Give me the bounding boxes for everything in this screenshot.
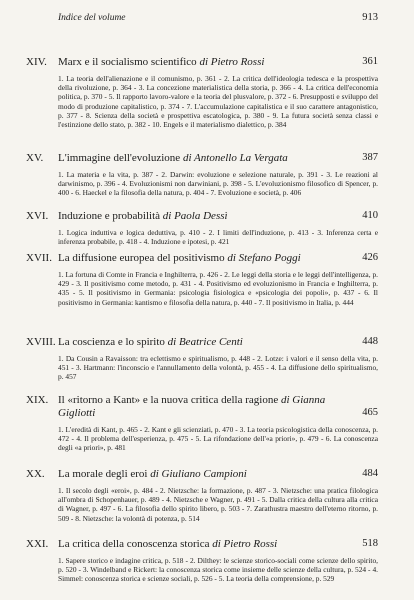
chapter-author: di Stefano Poggi: [227, 252, 301, 264]
chapter-author: di Beatrice Centi: [167, 336, 243, 348]
chapter-author: di Gianna: [280, 394, 326, 406]
chapter-sections: 1. La teoria dell'alienazione e il comunismo, p. 361 - 2. La critica dell'ideologia tedesca e la prospettiva della rivoluzione, p. 364 - 3. La concezione materialistica della storia, p. 366 - 4. La critica dell'economia politica, p. 370 - 5. Il rapporto lavoro-valore e la teoria del plusvalore, p. 372 - 6. Presupposti e sviluppo del modo di produzione capitalistico, p. 374 - 7. L'accumulazione capitalistica e il suo carattere antagonistico, p. 377 - 8. Scienza della società e prospettiva escatologica, p. 380 - 9. La futura società senza classi e l'estinzione dello stato, p. 382 - 10. Engels e il materialismo dialettico, p. 384: [58, 74, 378, 130]
chapter-sections: 1. La materia e la vita, p. 387 - 2. Darwin: evoluzione e selezione naturale, p. 391 - 3. Le reazioni al darwinismo, p. 396 - 4. Evoluzionismi non darwiniani, p. 398 - 5. L'evoluzionismo filosofico di Spencer, p. 400 - 6. Haeckel e la filosofia della natura, p. 404 - 7. Evoluzione e società, p. 406: [58, 170, 378, 198]
chapter-sections: 1. Da Cousin a Ravaisson: tra eclettismo e spiritualismo, p. 448 - 2. Lotze: i valori e il senso della vita, p. 451 - 3. Hartmann: l'inconscio e l'annullamento della volontà, p. 455 - 4. La diffusione dello spiritualismo, p. 457: [58, 354, 378, 382]
chapter-title: La diffusione europea del positivismo di Stefano Poggi: [58, 252, 301, 264]
chapter-number: XVII.: [26, 252, 52, 264]
chapter-title: La critica della conoscenza storica di Pietro Rossi: [58, 538, 278, 550]
chapter-sections: 1. Il secolo degli «eroi», p. 484 - 2. Nietzsche: la formazione, p. 487 - 3. Nietzsche: una pratica filologica all'ombra di Schopenhauer, p. 489 - 4. Nietzsche e Wagner, p. 491 - 5. Dalla critica della cultura alla critica di Wagner, p. 497 - 6. La filosofia dello spirito libero, p. 503 - 7. Zarathustra maestro dell'eterno ritorno, p. 509 - 8. Nietzsche: la volontà di potenza, p. 514: [58, 486, 378, 523]
running-title: Indice del volume: [58, 13, 126, 23]
chapter-author: di Pietro Rossi: [199, 56, 265, 68]
chapter-sections: 1. La fortuna di Comte in Francia e Inghilterra, p. 426 - 2. Le leggi della storia e le leggi dell'intelligenza, p. 429 - 3. Il positivismo come metodo, p. 431 - 4. Positivismo ed evoluzionismo in Francia e Inghilterra, p. 435 - 5. Il positivismo in Germania: psicologia fisiologica e «psicologia dei popoli», p. 437 - 6. Il positivismo in Germania: kantismo e filosofia della natura, p. 440 - 7. Il positivismo in Italia, p. 444: [58, 270, 378, 307]
chapter-page: 518: [362, 538, 378, 549]
chapter-page: 361: [362, 56, 378, 67]
chapter-entry: [26, 252, 378, 307]
chapter-author: di Paola Dessì: [162, 210, 228, 222]
chapter-entry: [26, 468, 378, 523]
chapter-entry: [26, 56, 378, 129]
chapter-entry: [26, 394, 378, 453]
page-number: 913: [362, 12, 378, 23]
chapter-title: Il «ritorno a Kant» e la nuova critica della ragione di Gianna Gigliotti: [58, 394, 326, 419]
chapter-page: 448: [362, 336, 378, 347]
chapter-entry: [26, 152, 378, 198]
chapter-author: di Giuliano Campioni: [150, 468, 247, 480]
running-header: [58, 12, 378, 28]
chapter-entry: [26, 336, 378, 382]
chapter-title: L'immagine dell'evoluzione di Antonello La Vergata: [58, 152, 288, 164]
chapter-title: Induzione e probabilità di Paola Dessì: [58, 210, 228, 222]
chapter-title: La morale degli eroi di Giuliano Campioni: [58, 468, 247, 480]
chapter-entry: [26, 210, 378, 246]
chapter-entry: [26, 538, 378, 584]
chapter-number: XVIII.: [26, 336, 56, 348]
chapter-author: di Antonello La Vergata: [182, 152, 288, 164]
chapter-sections: 1. Logica induttiva e logica deduttiva, p. 410 - 2. I limiti dell'induzione, p. 413 - 3. Inferenza certa e inferenza probabile, p. 418 - 4. Induzione e ipotesi, p. 421: [58, 228, 378, 247]
chapter-page: 410: [362, 210, 378, 221]
chapter-number: XXI.: [26, 538, 49, 550]
chapter-number: XIV.: [26, 56, 47, 68]
chapter-page: 387: [362, 152, 378, 163]
chapter-sections: 1. Sapere storico e indagine critica, p. 518 - 2. Dilthey: le scienze storico-sociali come scienze dello spirito, p. 520 - 3. Windelband e Rickert: la conoscenza storica come insieme delle scienze della cultura, p. 524 - 4. Simmel: conoscenza storica e scienze sociali, p. 526 - 5. La teoria della comprensione, p. 529: [58, 556, 378, 584]
chapter-sections: 1. L'eredità di Kant, p. 465 - 2. Kant e gli scienziati, p. 470 - 3. La teoria psicologistica della conoscenza, p. 472 - 4. Il problema dell'esperienza, p. 475 - 5. La rifondazione dell'«a priori», p. 479 - 6. La conoscenza degli «a priori», p. 481: [58, 425, 378, 453]
chapter-number: XX.: [26, 468, 45, 480]
chapter-author: di Pietro Rossi: [212, 538, 278, 550]
chapter-title: Marx e il socialismo scientifico di Pietro Rossi: [58, 56, 265, 68]
chapter-page: 465: [362, 407, 378, 418]
chapter-title: La coscienza e lo spirito di Beatrice Centi: [58, 336, 243, 348]
chapter-number: XV.: [26, 152, 44, 164]
chapter-number: XVI.: [26, 210, 49, 222]
chapter-page: 426: [362, 252, 378, 263]
chapter-page: 484: [362, 468, 378, 479]
chapter-number: XIX.: [26, 394, 49, 406]
